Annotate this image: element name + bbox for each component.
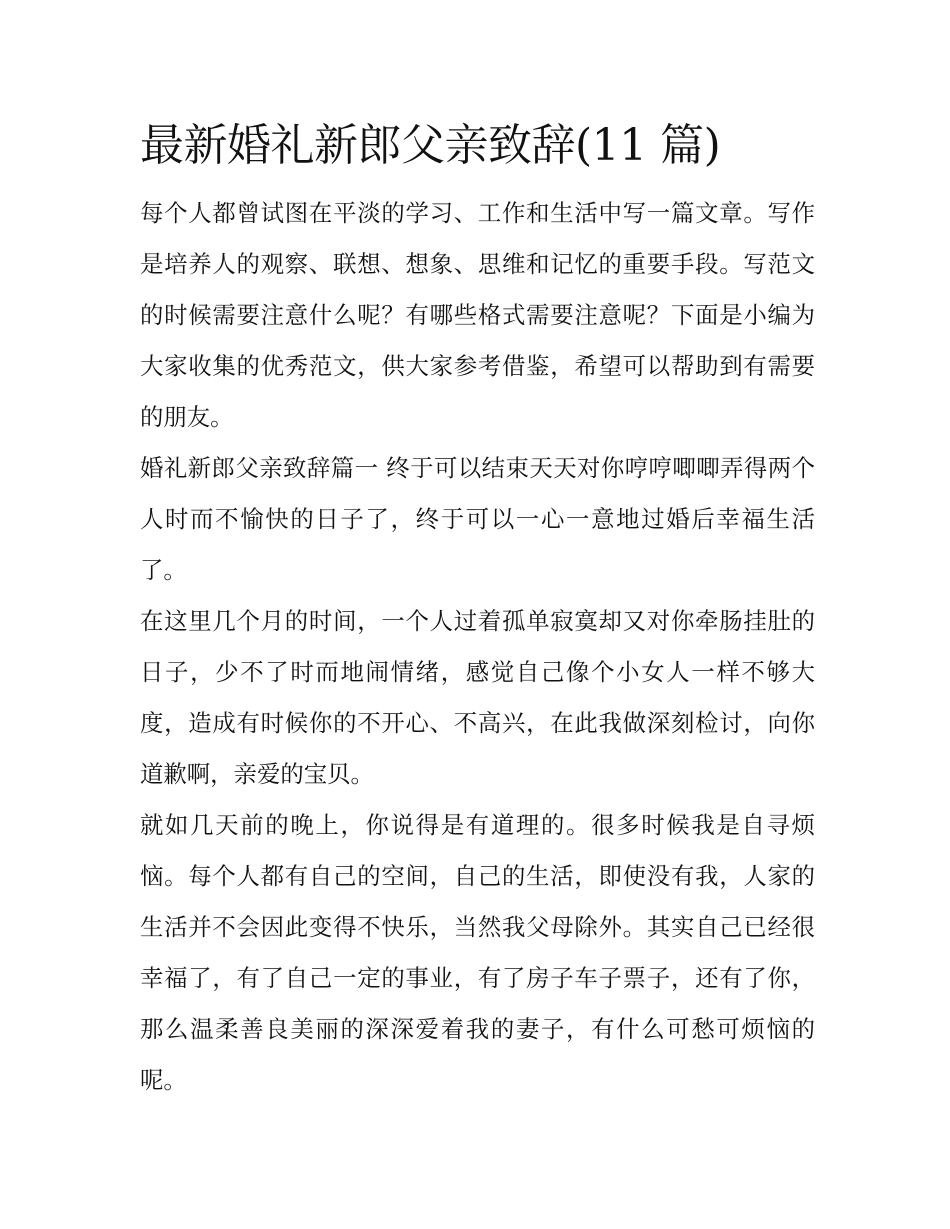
document-title: 最新婚礼新郎父亲致辞(11 篇) <box>140 120 721 171</box>
paragraph-speech-opening: 婚礼新郎父亲致辞篇一 终于可以结束天天对你哼哼唧唧弄得两个人时而不愉快的日子了，终于可以一心一意地过婚后幸福生活了。 <box>140 454 815 584</box>
paragraph-apology: 在这里几个月的时间，一个人过着孤单寂寞却又对你牵肠挂肚的日子，少不了时而地闹情绪，感觉自己像个小女人一样不够大度，造成有时候你的不开心、不高兴，在此我做深刻检讨，向你道歉啊，亲爱的宝贝。 <box>140 607 815 788</box>
paragraph-reflection: 就如几天前的晚上，你说得是有道理的。很多时候我是自寻烦恼。每个人都有自己的空间，自己的生活，即使没有我，人家的生活并不会因此变得不快乐，当然我父母除外。其实自己已经很幸福了，有了自己一定的事业，有了房子车子票子，还有了你，那么温柔善良美丽的深深爱着我的妻子，有什么可愁可烦恼的呢。 <box>140 811 815 1094</box>
paragraph-intro: 每个人都曾试图在平淡的学习、工作和生活中写一篇文章。写作是培养人的观察、联想、想象、思维和记忆的重要手段。写范文的时候需要注意什么呢？有哪些格式需要注意呢？下面是小编为大家收集的优秀范文，供大家参考借鉴，希望可以帮助到有需要的朋友。 <box>140 199 815 431</box>
document-body <box>140 110 815 1106</box>
